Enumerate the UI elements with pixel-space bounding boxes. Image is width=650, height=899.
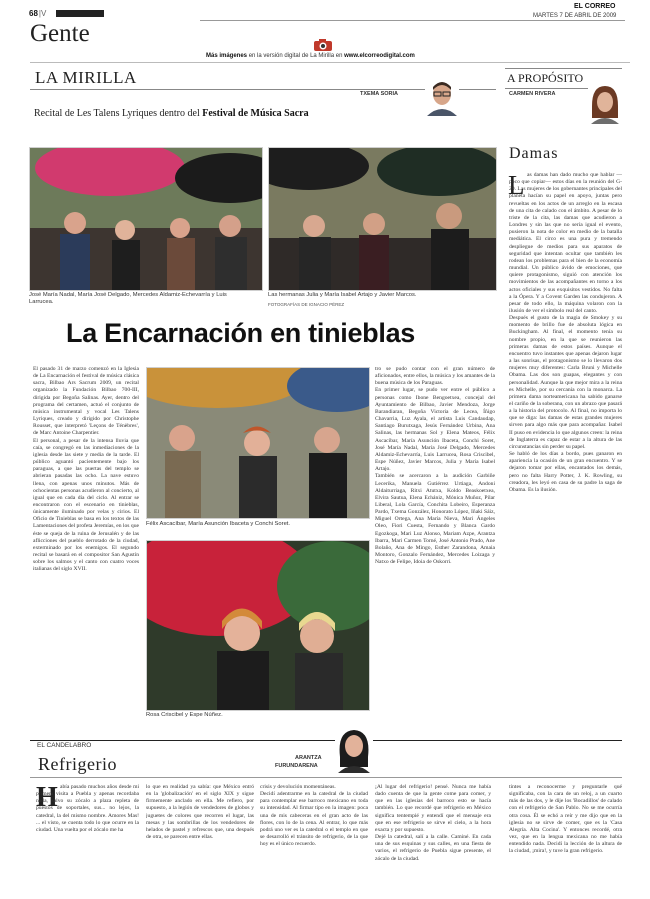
author-portrait-arantza <box>335 727 373 773</box>
caption-photo-3: Félix Ascacíbar, María Asunción Ibaceta y Conchi Soret. <box>146 521 291 527</box>
page-number <box>29 9 46 18</box>
author-portrait-txema <box>425 80 459 116</box>
mirilla-author: TXEMA SORIA <box>360 91 398 97</box>
subhead-plain: Recital de Les Talens Lyriques dentro del <box>34 108 203 119</box>
candelabro-column-4: ¡Al lugar del refrigerio! pensé. Nunca me había dado cuenta de que la gente come para comer, y que en las iglesias del barroco esto se hacía también. Lo que recordé que refrigerio en México significa tentempié y entendí que el mensaje era que en ese refrigerio se sirve el cielo, a la hora exacta y por supuesto. Dejé la catedral, salí a la calle. Caminé. En cada una de sus esquinas y sus calles, en una fiesta de varios, el refrigerio de Puebla sigue presente, el zócalo de la ciudad. <box>375 784 491 862</box>
aproposito-top-rule <box>505 68 622 69</box>
caption-photo-1: José María Nadal, María José Delgado, Mercedes Aldamiz-Echevarría y Luis Larrucea. <box>29 292 227 305</box>
candelabro-column-1: abía pasado muchos años desde mi primera visita a Puebla y apenas recordaba nada, salvo su zócalo a plaza repleta de puestos de soportales, sus... no lejos, la catedral, la del mismo nombre. Amores Mas! ... el visto, se cuenta todo lo que ocurre en la ciudad. Una vuelta por el zócalo me ha <box>36 784 139 833</box>
subhead-bold: Festival de Música Sacra <box>202 108 309 119</box>
author-portrait-carmen <box>588 84 622 124</box>
aproposito-label: A PROPÓSITO <box>507 71 584 85</box>
candelabro-title: Refrigerio <box>38 754 117 774</box>
aproposito-body: as damas han dado mucho que hablar —poco que copiar— estos días en la reunión del G-20. Las mujeres de los gobernantes principales del planeta hacían su papel en apoyo, juntas pero revueltas en los actos de un arreglo en la escasa de una cita de calado con el ámbito. A pesar de lo triste de la cita, las damas que acudieron a Londres y sin las que no sería igual el evento, pusieron la nota de color en medio de la batalla mediática. El circo es una pura y tremendo despliegue de medios para sus aparatos de seguridad que intentan ocultar que también les rodean los problemas para el bien de la economía mundial. Un público ávido de emociones, que quiere protagonismo, siguió con atención los movimientos de las acompañantes en torno a los actos oficiales y sus exquisitos vestidos. No falta a la Ópera. Y a Covent Garden las condujeron. A pesar de todo ello, la máquina volaron con la ilusión de ver el símbolo real del canto. Después el gusto de la magia de Smokey y su momento de brillo fue de absoluta lógica en Buckingham. Al final, el momento tenía su nombre propio, en la que se reunieron las primeras damas de estos países. Aunque el encuentro tuvo instantes que apenas dejaron lugar a las sonrisas, el protagonismo se lo llevaron dos mujeres muy diferentes: Carla Bruni y Michelle Obama. Las dos son guapas, elegantes y con personalidad. Aunque la que mejor mira a la reina es Michelle, por su cercanía con la monarca. La primera dama norteamericana ha sabido ganarse el cariño de la soberana, con un abrazo que pasará a la historia del protocolo. Al final, no importa lo que se diga: las damas de estas grandes mujeres sirven para algo más que para acompañar. Isabel II puso en evidencia lo que algunos creen: la reina de Inglaterra es capaz de estar a la altura de las circunstancias sin perder su papel. Se habló de los días a bordo, pues ganaron en apariencia la ocasión de un gran encuentro. Y se dejaron tomar por ellas, encantados los demás, pero no falta Harry Potter, J. K. Rowling, su creadora, les leyó en casa de su padre la saga de Obama. Es la ilusión. <box>509 172 622 493</box>
main-headline: La Encarnación en tinieblas <box>66 318 416 348</box>
candelabro-dropcap: H <box>36 782 58 813</box>
candelabro-title-rule <box>30 777 622 778</box>
photo-duo-red-umbrella <box>146 540 370 711</box>
candelabro-author-first: ARANTZA <box>295 755 322 761</box>
candelabro-author-last: FURUNDARENA <box>275 763 318 769</box>
mirilla-subhead <box>34 108 309 119</box>
candelabro-column-2: lo que en realidad ya sabía: que México entró en la 'globalización' en el siglo XIX y sigue firmemente anclado en ella. Me refiero, por supuesto, a la legión de vendedores de globos y juguetes de colores que recorren el lugar, las mesas y las sombrillas de los vendedores de helados de pastel y refrescos que, una después de otra, se parecen entre ellas. <box>146 784 254 841</box>
photo-group-umbrellas-2 <box>268 147 497 291</box>
section-title: Gente <box>30 20 90 47</box>
aproposito-author: CARMEN RIVERA <box>509 91 556 97</box>
photo-trio-umbrellas <box>146 367 370 519</box>
promo-middle: en la versión digital de La Mirilla en <box>247 53 345 59</box>
header-bottom-rule <box>30 62 630 63</box>
newspaper-name: EL CORREO <box>574 3 616 10</box>
header-top-rule <box>200 20 625 21</box>
promo-prefix: Más imágenes <box>206 53 248 59</box>
main-column-1: El pasado 31 de marzo comenzó en la Iglesia de La Encarnación el festival de música clásica sacra, Bilbao Ars Sacrum 2009, un recital organizado la Fundación Bilbao 700-III, dirigida por Begoña Salinas. Ayer, dentro del programa del certamen, actuó el conjunto de música instrumental y vocal Les Talens Lyriques, creado y dirigido por Christophe Rousset, que interpretó 'Leçons de Ténèbres', de Marc Antoine Charpentier. El personal, a pesar de la intensa lluvia que caía, se congregó en las inmediaciones de la iglesia desde las siete y media de la tarde. El público aguantó pacientemente bajo los paraguas, a que las puertas del templo se abrieran pasadas las ocho. La nave estuvo llena, con apenas unos minutos. Más de ochocientas personas acudieron al concierto, al igual que en cada día del ciclo. Al entrar se encontraron con el escenario en tinieblas, únicamente iluminado por velas y cirios. El Oficio de Tinieblas se basa en los textos de las Lamentaciones del profeta Jeremías, en los que éste se queja de la ruina de Jerusalén y de las aflicciones del pueblo derrotado de la ciudad, exterminado por los enemigos. El segundo recital se basará en el compositor San Agustín sobre los salmos y el canto con cuatro voces italianas del siglo XVII. <box>33 366 139 573</box>
page-number-sep: |V <box>38 9 47 18</box>
aproposito-dropcap: L <box>508 170 525 200</box>
promo-line <box>206 53 415 59</box>
photo-group-umbrellas-1 <box>29 147 263 291</box>
caption-photo-2: Las hermanas Julia y María Isabel Artajo y Javier Marcos. <box>268 292 417 298</box>
candelabro-label: EL CANDELABRO <box>37 742 92 749</box>
photo-credit: FOTOGRAFÍAS DE IGNACIO PÉREZ <box>268 302 345 307</box>
candelabro-column-5: tintes a reconocerme y preguntarle qué significaba, con la cara de un reloj, a un cuarto más de las dos, y le dije los 'Bocadillos' de calado con el refrigerio de San Pablo. No se me ocurría otra cosa. Él se echó a reír y me dijo que en la iglesia no se sirve de comer, que es la 'Casa Alegría. Alta Cocina'. Y entonces recordé, otra vez, que en la lengua mexicana no me había entendido nada. Decidí la lección de la altura de la ciudad, ¡mira!, y tuve la gran refrigerio. <box>509 784 622 855</box>
candelabro-top-rule <box>30 740 622 741</box>
camera-icon <box>313 38 333 52</box>
mirilla-title: LA MIRILLA <box>35 68 137 87</box>
header-bar-left <box>56 10 104 17</box>
page-number-value: 68 <box>29 9 38 18</box>
caption-photo-4: Rosa Criscibel y Espe Núñez. <box>146 712 223 718</box>
promo-url[interactable]: www.elcorreodigital.com <box>344 53 415 59</box>
aproposito-title: Damas <box>509 145 559 162</box>
candelabro-column-3: crisis y devolución momentáneas. Decidí adentrarme en la catedral de la ciudad para contemplar ese barroco mexicano en toda su intensidad. Al firmar tipo en la imagen: poca una de mis cabeceras en el gran acto de las flores, con lo de la cena. Al entrar, lo que más podrá uno ver es la catedral o el templo en que se desarrolló el tránsito de refrigerio, de la que hoy es el único recuerdo. <box>260 784 368 848</box>
main-column-3: tro se pudo contar con el gran número de aficionados, entre ellos, la música y los amantes de la buena música de los Paraguas. En primer lugar, se pudo ver entre el público a personas como Ibone Bengoetxea, concejal del Ayuntamiento de Bilbao, Javier Mendoza, Jorge Barandiaran, Begoña Victoria de Lecea, Íñigo Chavarria, Luz Ayala, el artista Luis Candaudap, Santiago Burutxaga, Jesús Fernández Urbina, Ana Salinas, las hermanas Sol y Elena Mateos, Félix Ascacíbar, María Asunción Ibaceta, Conchi Soret, José María Nadal, María José Delgado, Mercedes Aldamiz-Echevarría, Luis Larrucea, Rosa Criscibel, Espe Núñez, Javier Marcos, Julia y María Isabel Artajo. También se acercaron a la audición Garbiñe Lecerika, Manuela Gutiérrez Urtiaga, Andoni Aldaiturriaga, Ritxi Atutxa, Koldo Beaskoetxea, Elvira Sautua, Elena Echániz, Mónica Muñoz, Pilar Liberal, Lola García, Conchita Lobeiro, Esperanza Pardo, Txema González, Honorato López, Iñaki Sáiz, Miguel Ortega, Ana María Nieva, Mari Ángeles Oleo, Fiori Cuesta, Fernando y Blanca Gardo Egozkoga, Mari Luz Alonso, Mariam Azpe, Arantza Ibarra, Mari Carmen Torné, José Antonio Prado, Ane Bolaño, Ana de Mingo, Esther Zarandona, Amaia Montoro, Gonzalo Fernández, Mercedes Loizaga y Natxo de Felipe, Idoia de Oskorri. <box>375 366 495 566</box>
header-date: MARTES 7 DE ABRIL DE 2009 <box>533 13 617 19</box>
